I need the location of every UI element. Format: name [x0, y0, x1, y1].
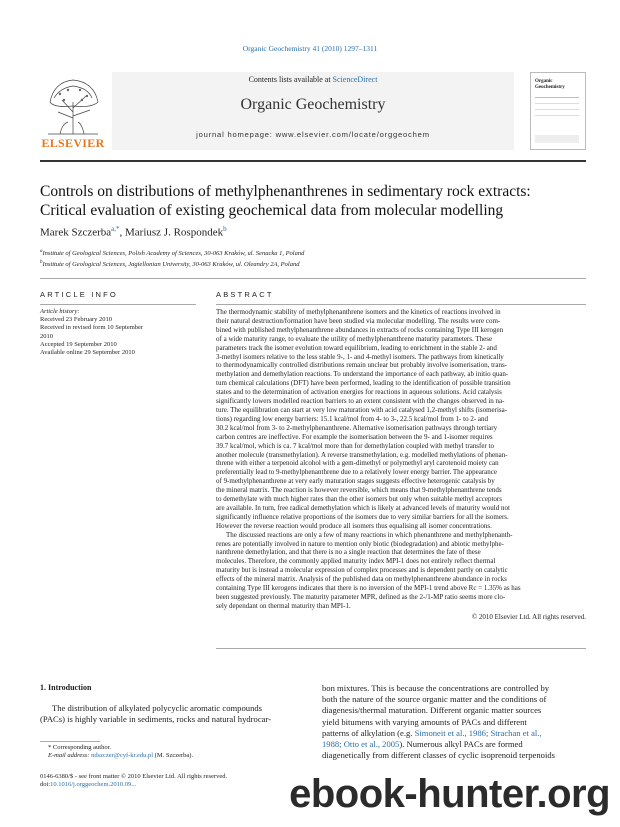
abstract-line: threne with either a terpenoid alcohol with a gem-dimethyl or polymethyl aryl carotenoid moiety can: [216, 459, 499, 468]
abstract-line: significantly influence relative proportions of the isomers due to very similar barriers for all the isomers.: [216, 512, 509, 521]
watermark[interactable]: ebook-hunter.org: [289, 772, 610, 816]
abstract-line: However the reverse reaction would produce all isomers thus equalising all isomer concentrations.: [216, 521, 492, 530]
contents-prefix: Contents lists available at: [248, 75, 333, 84]
abstract-line: tions) regarding low energy barriers: 15.1 kcal/mol from 4- to 3-, 22.5 kcal/mol from 1- to 2- and: [216, 414, 489, 423]
cover-title-line2: Geochemistry: [535, 85, 565, 90]
abstract-line: parameters track the isomer evolution toward equilibrium, leading to enrichment in the stable 2- and: [216, 343, 497, 352]
abstract-line: 3-methyl isomers relative to the less stable 9-, 1- and 4-methyl isomers. The pathways from kinetically: [216, 352, 504, 361]
masthead: [40, 72, 586, 156]
intro-line: diagenetically from different classes of cyclic isoprenoid terpenoids: [322, 750, 555, 761]
doi-link[interactable]: 10.1016/j.orggeochem.2010.09...: [50, 781, 137, 789]
intro-left-column: [40, 703, 306, 725]
abstract-line: 39.7 kcal/mol, which is ca. 7 kcal/mol more than for demethylation coupled with methyl transfer to: [216, 441, 494, 450]
cover-rule: [535, 109, 579, 110]
abstract-line: of a wide maturity range, to evaluate the utility of methylphenanthrene maturity parameters. These: [216, 334, 493, 343]
section-heading: 1. Introduction: [40, 683, 92, 692]
abstract-line: to demethylate with much higher rates than the other isomers but only when suitable methyl acceptors: [216, 495, 502, 504]
doi-prefix: doi:: [40, 781, 51, 789]
abstract-line: effects of the mineral matrix. Analysis of the published data on methylphenanthrene abundance in rocks: [216, 575, 507, 584]
abstract-rule: [216, 304, 586, 305]
abstract-line: of 9-methylphenanthrene at very early maturation stages suggests effective heterogenic catalysis by: [216, 477, 495, 486]
corresponding-author: * Corresponding author.: [48, 744, 112, 751]
footnote-rule: [40, 741, 100, 742]
sciencedirect-link[interactable]: ScienceDirect: [332, 75, 378, 84]
intro-line: both the nature of the source organic matter and the conditions of: [322, 694, 547, 705]
affiliation-item: [40, 259, 304, 270]
intro-line: The distribution of alkylated polycyclic aromatic compounds: [52, 703, 263, 713]
affiliation-text: Institute of Geological Sciences, Jagiellonian University, 30-063 Kraków, ul. Oleandry 2A, Poland: [42, 260, 300, 268]
issn-line: 0146-6380/$ - see front matter © 2010 Elsevier Ltd. All rights reserved.: [40, 773, 228, 780]
abstract-line: their natural destruction/formation have been studied via molecular modelling. The results were com-: [216, 316, 501, 325]
cover-rule: [535, 103, 579, 104]
abstract-line: containing Type III kerogens indicates that there is no inversion of the MPI-1 trend above Rc = 1.35% as has: [216, 584, 521, 593]
abstract-line: molecules. Therefore, the commonly applied maturity index MPI-1 does not entirely reflect thermal: [216, 557, 496, 566]
abstract-line: significantly lowers modelled reaction barriers to an extent consistent with the changes observed in na-: [216, 397, 505, 406]
abstract-paragraph: [216, 531, 586, 611]
article-title-line2: Critical evaluation of existing geochemical data from molecular modelling: [40, 202, 504, 219]
copyright: © 2010 Elsevier Ltd. All rights reserved.: [471, 612, 586, 621]
citation-link[interactable]: 1988; Otto et al., 2005: [322, 739, 400, 750]
intro-line: [322, 728, 588, 739]
abstract-line: carbon centres are ineffective. For example the isomerisation between the 9- and 1-isomer requires: [216, 432, 493, 441]
abstract-line: methylation and demethylation reactions. To understand the importance of each pathway, ab initio quan-: [216, 370, 509, 379]
abstract-line: sely dependant on thermal maturity than MPI-1.: [216, 601, 351, 610]
journal-reference[interactable]: Organic Geochemistry 41 (2010) 1297–1311: [242, 44, 378, 53]
affiliation-text: Institute of Geological Sciences, Polish Academy of Sciences, 30-063 Kraków, ul. Senacka 1, Poland: [42, 250, 305, 258]
elsevier-logo: [40, 72, 106, 150]
article-title-line1: Controls on distributions of methylphenanthrenes in sedimentary rock extracts:: [40, 183, 531, 200]
abstract-line: tum chemical calculations (DFT) have been performed, leading to the identification of possible transition: [216, 379, 511, 388]
author-sup[interactable]: a,*: [111, 225, 120, 233]
journal-homepage[interactable]: journal homepage: www.elsevier.com/locate/orggeochem: [196, 130, 430, 139]
abstract-bottom-rule: [216, 648, 586, 649]
abstract-line: been suggested previously. The maturity parameter MPR, defined as the 2-/1-MP ratio seems more clo-: [216, 593, 506, 601]
author-sup[interactable]: b: [223, 225, 227, 233]
article-title: [40, 182, 586, 220]
abstract-line: another molecule (transmethylation). A reverse transmethylation, e.g. modelled methylations of phenan-: [216, 450, 508, 459]
history-line: Received in revised form 10 September: [40, 324, 144, 332]
abstract-line: nanthrene demethylation, and that there is no a single reaction that determines the fate of these: [216, 548, 481, 557]
history-line: Available online 29 September 2010: [40, 349, 135, 357]
intro-line: diagenesis/thermal maturation. Different organic matter sources: [322, 705, 542, 716]
abstract-line: maturity but is instead a molecular expression of complex processes and is dependent partly on catalytic: [216, 566, 508, 575]
abstract-line: ture. The equilibration can start at very low maturation with acid catalysed 1,2-methyl shifts (isomerisa-: [216, 405, 508, 414]
author-name[interactable]: Marek Szczerba: [40, 226, 112, 239]
intro-line: yield bitumens with varying amounts of PACs and different: [322, 716, 527, 727]
abstract-line: preferentially lead to 9-methylphenanthrene due to a relatively lower energy barrier. The appearance: [216, 468, 497, 477]
publisher-wordmark: ELSEVIER: [41, 136, 105, 150]
abstract-line: The thermodynamic stability of methylphenanthrene isomers and the kinetics of reactions involved in: [216, 308, 501, 316]
cover-rule: [535, 97, 579, 98]
abstract-line: the mineral matrix. The reaction is however reversible, which means that 9-methylphenanthrene tends: [216, 486, 502, 495]
abstract-heading: ABSTRACT: [216, 290, 274, 299]
header-rule: [40, 278, 586, 279]
intro-line: (PACs) is highly variable in sediments, rocks and natural hydrocar-: [40, 714, 272, 725]
history-line: 2010: [40, 332, 53, 340]
article-history: [40, 308, 200, 357]
intro-text: patterns of alkylation (e.g.: [322, 727, 415, 738]
affiliation-sup: b: [40, 259, 43, 265]
email-label: E-mail address:: [48, 752, 92, 760]
contents-line: [112, 75, 514, 84]
intro-line: bon mixtures. This is because the concentrations are controlled by: [322, 683, 550, 693]
abstract-line: to thermodynamically controlled distributions remain unclear but probably involve isomerisation, trans-: [216, 361, 508, 370]
citation-link[interactable]: Simoneit et al., 1986; Strachan et al.,: [414, 727, 542, 738]
journal-cover: [530, 72, 586, 150]
masthead-rule: [40, 160, 586, 162]
abstract-line: bined with published methylphenanthrene abundances in extracts of rocks containing Type III kerogen: [216, 325, 504, 334]
abstract-body: [216, 308, 586, 622]
intro-text: ). Numerous alkyl PACs are formed: [399, 739, 523, 750]
abstract-paragraph: [216, 308, 586, 531]
authors: [40, 225, 227, 239]
abstract-line: The discussed reactions are only a few of many reactions in which phenanthrene and methylphenanth-: [226, 530, 513, 539]
cover-title-line1: Organic: [535, 79, 553, 84]
elsevier-tree-icon: [40, 72, 106, 136]
intro-line: [322, 739, 588, 750]
masthead-center: [112, 72, 514, 150]
abstract-line: states and to the determination of activation energies for reactions in aqueous solutions. Acid catalysis: [216, 388, 502, 397]
article-info-rule: [40, 304, 196, 305]
abstract-line: renes are potentially involved in nature to mention only biotic (biodegradation) and abiotic methylphe-: [216, 539, 504, 548]
affiliation-sup: a: [40, 249, 43, 254]
abstract-line: are available. In turn, free radical demethylation which is likely at advanced levels of maturity would not: [216, 503, 510, 512]
journal-title: Organic Geochemistry: [240, 96, 386, 113]
email-line: [40, 752, 306, 760]
cover-band: [535, 135, 579, 143]
affiliations: [40, 248, 304, 269]
abstract-line: 30.2 kcal/mol from 3- to 2-methylphenanthrene. Alternative isomerisation pathways through tertiary: [216, 423, 498, 432]
author-name[interactable]: Mariusz J. Rospondek: [125, 226, 224, 239]
footnote: [40, 744, 306, 760]
history-line: Received 23 February 2010: [40, 316, 113, 324]
email-link[interactable]: ndszczer@cyf-kr.edu.pl: [91, 752, 154, 760]
history-label: Article history:: [40, 308, 80, 315]
intro-right-column: [322, 683, 588, 761]
author-separator: ,: [119, 226, 126, 239]
cover-rule: [535, 115, 579, 116]
article-info-heading: ARTICLE INFO: [40, 290, 118, 299]
history-line: Accepted 19 September 2010: [40, 340, 117, 348]
email-suffix: (M. Szczerba).: [153, 752, 194, 760]
affiliation-item: [40, 248, 304, 259]
